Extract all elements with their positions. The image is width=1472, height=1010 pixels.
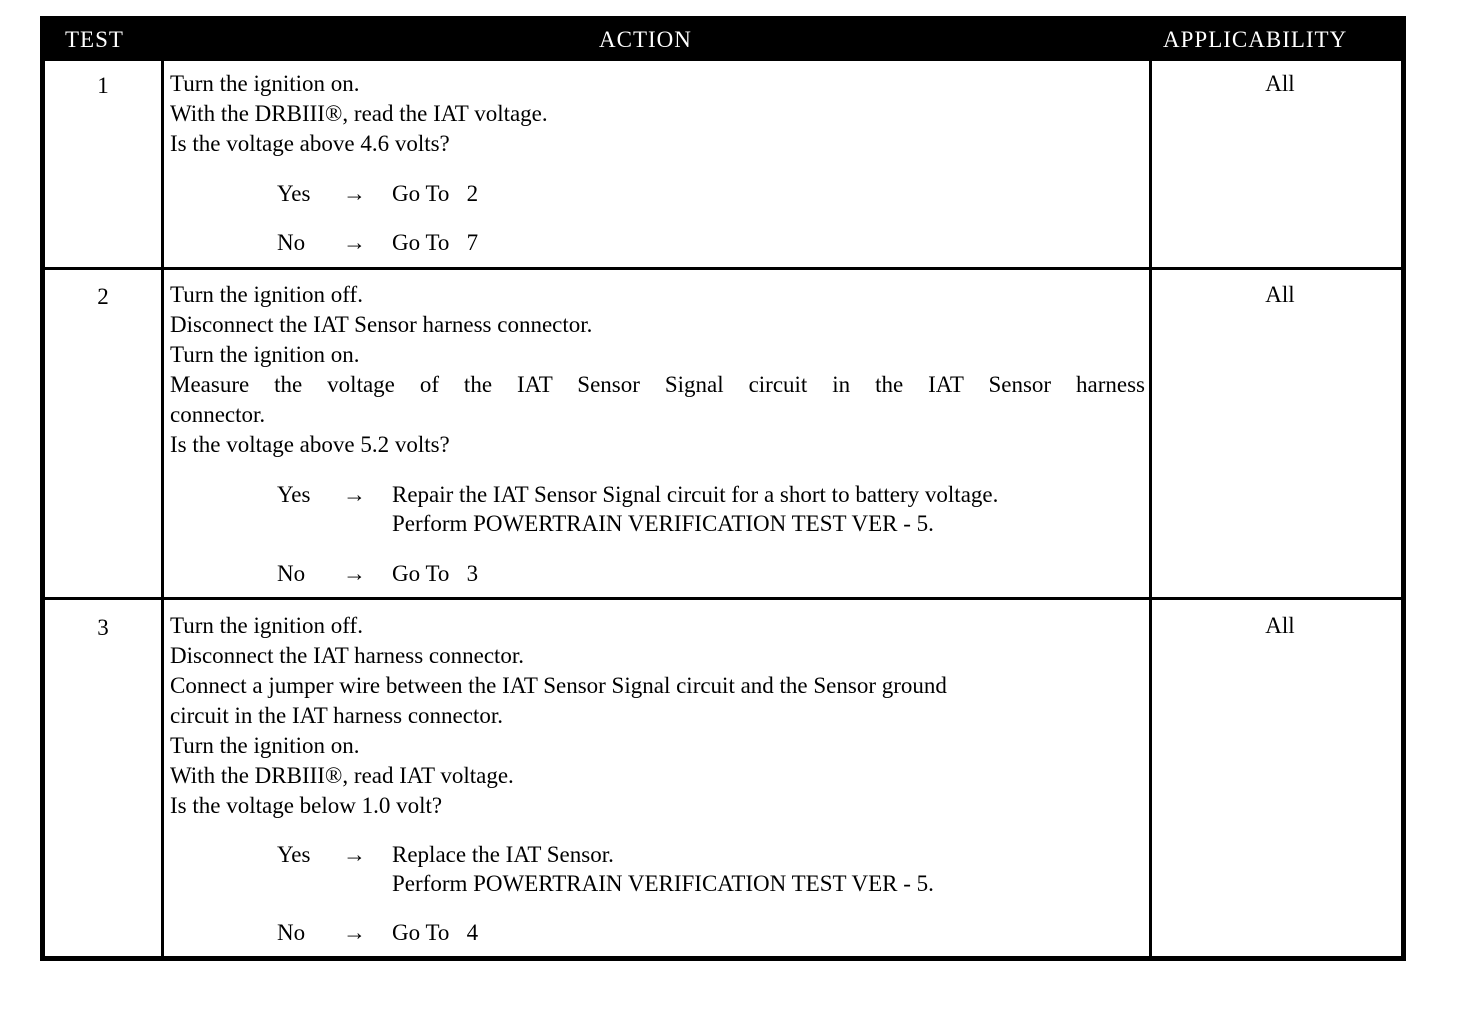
arrow-icon: → bbox=[343, 561, 366, 586]
applicability-value: All bbox=[1265, 71, 1295, 96]
applicability-value: All bbox=[1265, 282, 1295, 307]
no-label: No bbox=[277, 230, 306, 255]
test-number: 2 bbox=[97, 284, 109, 309]
yes-label: Yes bbox=[277, 842, 311, 867]
column-divider-applicability bbox=[1149, 61, 1152, 956]
table-header bbox=[45, 21, 1401, 61]
yes-label: Yes bbox=[277, 482, 311, 507]
no-label: No bbox=[277, 561, 306, 586]
yes-outcome: Go To 2 bbox=[392, 181, 479, 206]
yes-outcome: Repair the IAT Sensor Signal circuit for a short to battery voltage. bbox=[392, 482, 999, 507]
action-step: Is the voltage below 1.0 volt? bbox=[170, 793, 443, 818]
no-outcome: Go To 3 bbox=[392, 561, 479, 586]
arrow-icon: → bbox=[343, 920, 366, 945]
header-test: TEST bbox=[65, 27, 124, 52]
action-step: circuit in the IAT harness connector. bbox=[170, 703, 503, 728]
header-action: ACTION bbox=[599, 27, 692, 52]
action-step: Disconnect the IAT Sensor harness connector. bbox=[170, 312, 593, 337]
arrow-icon: → bbox=[343, 230, 366, 255]
action-step: Turn the ignition on. bbox=[170, 733, 360, 758]
no-outcome: Go To 7 bbox=[392, 230, 479, 255]
action-step: Turn the ignition on. bbox=[170, 342, 360, 367]
action-step: connector. bbox=[170, 402, 266, 427]
test-number: 1 bbox=[97, 73, 109, 98]
applicability-value: All bbox=[1265, 613, 1295, 638]
action-step: Turn the ignition off. bbox=[170, 282, 363, 307]
yes-label: Yes bbox=[277, 181, 311, 206]
yes-outcome: Replace the IAT Sensor. bbox=[392, 842, 614, 867]
no-outcome: Go To 4 bbox=[392, 920, 479, 945]
action-step: Turn the ignition on. bbox=[170, 71, 360, 96]
yes-outcome-detail: Perform POWERTRAIN VERIFICATION TEST VER - 5. bbox=[392, 871, 934, 896]
row-divider-1 bbox=[45, 267, 1401, 270]
action-step: Connect a jumper wire between the IAT Sensor Signal circuit and the Sensor ground bbox=[170, 673, 947, 698]
action-step: Disconnect the IAT harness connector. bbox=[170, 643, 525, 668]
test-number: 3 bbox=[97, 615, 109, 640]
action-steps bbox=[170, 69, 1150, 159]
action-step: With the DRBIII®, read the IAT voltage. bbox=[170, 101, 548, 126]
action-step: Turn the ignition off. bbox=[170, 613, 363, 638]
action-step: Is the voltage above 4.6 volts? bbox=[170, 131, 450, 156]
no-label: No bbox=[277, 920, 306, 945]
arrow-icon: → bbox=[343, 482, 366, 507]
header-applicability: APPLICABILITY bbox=[1163, 27, 1348, 52]
action-step: With the DRBIII®, read IAT voltage. bbox=[170, 763, 514, 788]
yes-outcome-detail: Perform POWERTRAIN VERIFICATION TEST VER - 5. bbox=[392, 511, 934, 536]
column-divider-test bbox=[161, 61, 164, 956]
arrow-icon: → bbox=[343, 842, 366, 867]
action-step: Measure the voltage of the IAT Sensor Signal circuit in the IAT Sensor harness bbox=[170, 372, 1145, 397]
action-steps bbox=[170, 280, 1145, 460]
diagnostic-test-table bbox=[40, 16, 1406, 961]
action-step: Is the voltage above 5.2 volts? bbox=[170, 432, 450, 457]
arrow-icon: → bbox=[343, 181, 366, 206]
action-steps bbox=[170, 611, 1150, 821]
row-divider-2 bbox=[45, 597, 1401, 600]
